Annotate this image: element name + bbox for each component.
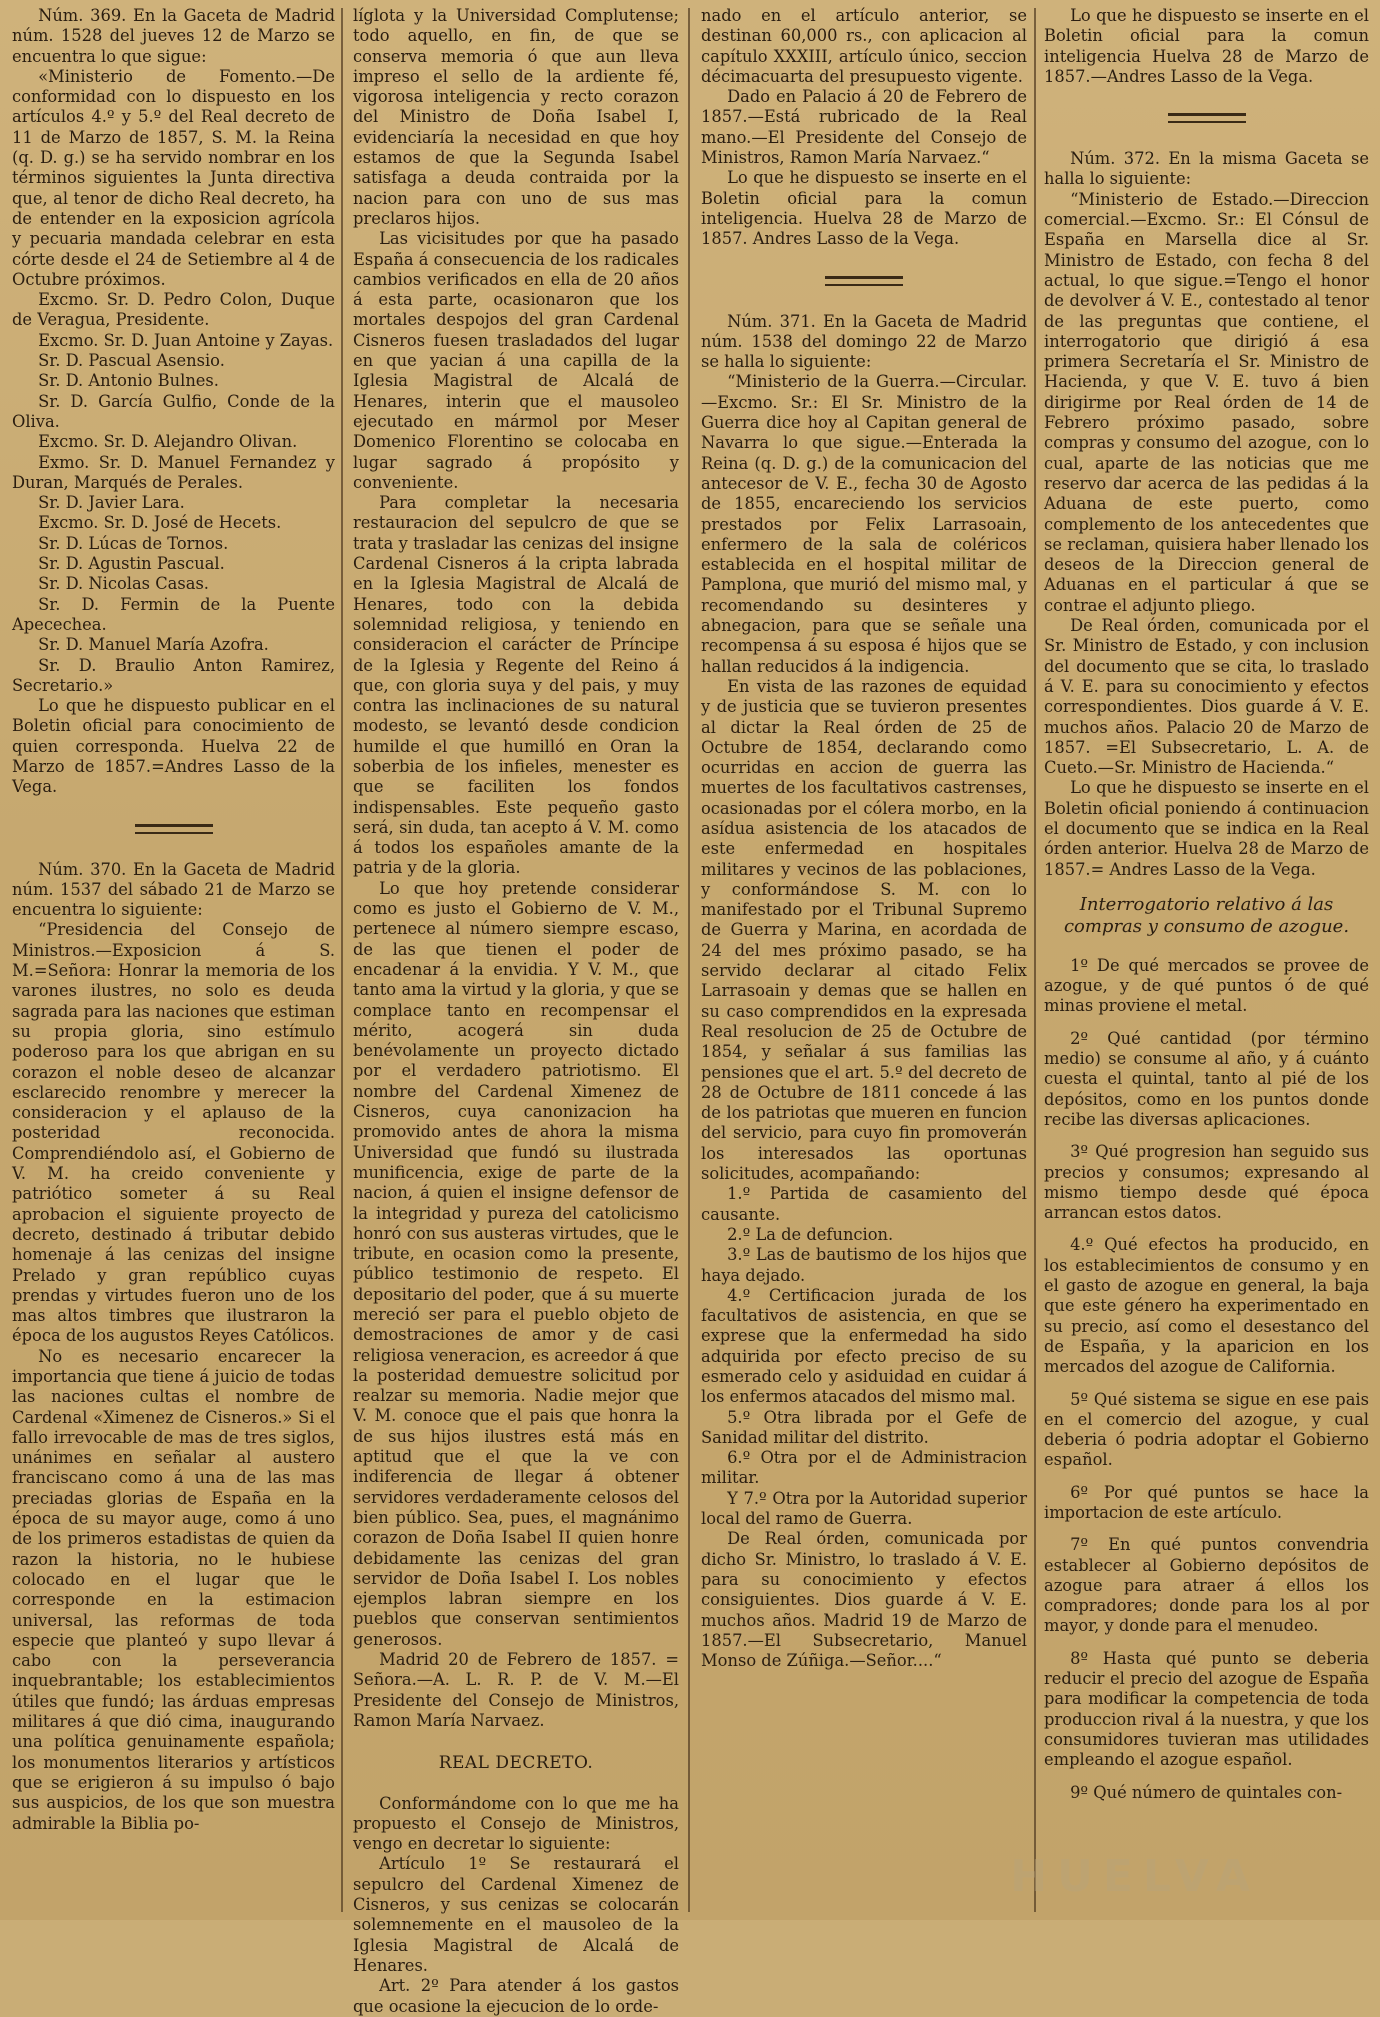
list-item: 3º Qué progresion han seguido sus precios y consumos; expresando al mismo tiempo desde qué época arrancan estos datos. [1044,1142,1369,1223]
paragraph: Núm. 372. En la misma Gaceta se halla lo siguiente: [1044,149,1369,189]
list-item: 7º En qué puntos convendria establecer al Gobierno depósitos de azogue para atraer á ellos los compradores; donde para los al por mayor, y donde para el menudeo. [1044,1535,1369,1636]
paragraph: «Ministerio de Fomento.—De conformidad con lo dispuesto en los artículos 4.º y 5.º del Real decreto de 11 de Marzo de 1857, S. M. la Reina (q. D. g.) se ha servido nombrar en los términos siguientes la Junta directiva que, al tenor de dicho Real decreto, ha de entender en la exposicion agrícola y pecuaria mandada celebrar en esta córte desde el 24 de Setiembre al 4 de Octubre próximos. [12,66,335,289]
paragraph: Lo que he dispuesto se inserte en el Boletin oficial para la comun inteligencia Huelva 28 de Marzo de 1857.—Andres Lasso de la Vega. [1044,6,1369,86]
paragraph: Excmo. Sr. D. Pedro Colon, Duque de Veragua, Presidente. [12,290,335,330]
paragraph: Exmo. Sr. D. Manuel Fernandez y Duran, Marqués de Perales. [12,452,335,492]
list-item: 1º De qué mercados se provee de azogue, y de qué puntos ó de qué minas proviene el metal. [1044,955,1369,1016]
paragraph: De Real órden, comunicada por el Sr. Ministro de Estado, y con inclusion del documento que se cita, lo traslado á V. E. para su conocimiento y efectos correspondientes. Dios guarde á V. E. muchos años. Palacio 20 de Marzo de 1857. =El Subsecretario, L. A. de Cueto.—Sr. Ministro de Hacienda.“ [1044,616,1369,778]
paragraph: Sr. D. Lúcas de Tornos. [38,533,229,553]
paragraph: Sr. D. Manuel María Azofra. [38,635,269,655]
paragraph: No es necesario encarecer la importancia que tiene á juicio de todas las naciones cultas el nombre de Cardenal «Ximenez de Cisneros.» Si el fallo irrevocable de mas de tres siglos, unánimes en señalar al austero franciscano como á una de las mas preciadas glorias de España en la época de su mayor auge, como á uno de los primeros estadistas de quien da razon la historia, no le hubiese colocado en el lugar que le corresponde en la estimacion universal, las reformas de toda especie que planteó y supo llevar á cabo con la perseverancia inquebrantable; los establecimientos útiles que fundó; las árduas empresas militares á que dió cima, inaugurando una política genuinamente española; los monumentos literarios y artísticos que se erigieron á su impulso ó bajo sus auspicios, de los que son muestra admirable la Biblia po- [12,1346,335,1833]
paragraph: Las vicisitudes por que ha pasado España á consecuencia de los radicales cambios verificados en ella de 20 años á esta parte, ocasionaron que los mortales despojos del gran Cardenal Cisneros fuesen trasladados del lugar en que yacian á una capilla de la Iglesia Magistral de Alcalá de Henares, interin que el mausoleo ejecutado en mármol por Meser Domenico Florentino se colocaba en lugar sagrado á propósito y conveniente. [353,229,679,492]
column-4 [1044,6,1369,1912]
paragraph: Sr. D. García Gulfio, Conde de la Oliva. [12,391,335,431]
archive-watermark: HUELVA [1010,1851,1260,1902]
paragraph: líglota y la Universidad Complutense; todo aquello, en fin, de que se conserva memoria ó que aun lleva impreso el sello de la ardiente fé, vigorosa inteligencia y recto corazon del Ministro de Doña Isabel I, evidenciaría la necesidad en que hoy estamos de que la Segunda Isabel satisfaga a deuda contraida por la nacion para con uno de sus mas preclaros hijos. [353,6,679,228]
paragraph: Sr. D. Agustin Pascual. [38,554,225,574]
paragraph: En vista de las razones de equidad y de justicia que se tuvieron presentes al dictar la Real órden de 25 de Octubre de 1854, declarando como ocurridas en accion de guerra las muertes de los facultativos castrenses, ocasionadas por el cólera morbo, en la asídua asistencia de los atacados de este enfermedad en hospitales militares y vecinos de las poblaciones, y conformándose S. M. con lo manifestado por el Tribunal Supremo de Guerra y Marina, en acordada de 24 del mes próximo pasado, se ha servido declarar al citado Felix Larrasoain y demas que se hallen en su caso comprendidos en la expresada Real resolucion de 25 de Octubre de 1854, y señalar á sus familias las pensiones que el art. 5.º del decreto de 28 de Octubre de 1811 concede á las de los patriotas que mueren en funcion del servicio, para cuyo fin promoverán los interesados las oportunas solicitudes, acompañando: [701,676,1027,1184]
paragraph: Lo que he dispuesto publicar en el Boletin oficial para conocimiento de quien corresponda. Huelva 22 de Marzo de 1857.=Andres Lasso de la Vega. [12,696,335,797]
paragraph: Dado en Palacio á 20 de Febrero de 1857.—Está rubricado de la Real mano.—El Presidente del Consejo de Ministros, Ramon María Narvaez.“ [701,87,1027,168]
paragraph: Sr. D. Nicolas Casas. [38,574,209,594]
paragraph: 6.º Otra por el de Administracion militar. [701,1448,1027,1488]
paragraph: Sr. D. Javier Lara. [38,493,185,513]
paragraph: 4.º Certificacion jurada de los facultativos de asistencia, en que se exprese que la enfermedad ha sido adquirida por efecto preciso de su esmerado celo y asiduidad en cuidar á los enfermos atacados del mismo mal. [701,1285,1027,1407]
paragraph: Art. 2º Para atender á los gastos que ocasione la ejecucion de lo orde- [353,1976,679,2016]
list-item: 8º Hasta qué punto se deberia reducir el precio del azogue de España para modificar la competencia de toda produccion rival á la nuestra, y que los consumidores tuvieran mas utilidades empleando el azogue español. [1044,1648,1369,1770]
paragraph: Lo que he dispuesto se inserte en el Boletin oficial para la comun inteligencia. Huelva 28 de Marzo de 1857. Andres Lasso de la Vega. [701,168,1027,249]
paragraph: Artículo 1º Se restaurará el sepulcro del Cardenal Ximenez de Cisneros, y sus cenizas se colocarán solemnemente en el mausoleo de la Iglesia Magistral de Alcalá de Henares. [353,1854,679,1975]
list-item: 2º Qué cantidad (por término medio) se consume al año, y á cuánto cuesta el quintal, tanto al pié de los depósitos, como en los puntos donde recibe las diversas aplicaciones. [1044,1028,1369,1129]
paragraph: De Real órden, comunicada por dicho Sr. Ministro, lo traslado á V. E. para su conocimiento y efectos consiguientes. Dios guarde á V. E. muchos años. Madrid 19 de Marzo de 1857.—El Subsecretario, Manuel Monso de Zúñiga.—Señor....“ [701,1529,1027,1671]
column-rule [688,8,690,1912]
paragraph: Lo que hoy pretende considerar como es justo el Gobierno de V. M., pertenece al número siempre escaso, de las que tienen el poder de encadenar á la envidia. Y V. M., que tanto ama la virtud y la gloria, y que se complace tanto en recompensar el mérito, acogerá sin duda benévolamente un proyecto dictado por el verdadero patriotismo. El nombre del Cardenal Ximenez de Cisneros, cuya canonizacion ha promovido antes de ahora la misma Universidad que fundó su ilustrada munificencia, exige de parte de la nacion, á quien el insigne defensor de la integridad y pureza del catolicismo honró con sus austeras virtudes, que le tribute, en ocasion como la presente, público testimonio de respeto. El depositario del poder, que á su muerte mereció ser para el pueblo objeto de demostraciones de amor y de casi religiosa veneracion, es acreedor á que la posteridad demuestre solicitud por realzar su memoria. Nadie mejor que V. M. conoce que el pais que honra la de sus hijos ilustres está más en aptitud que el que la ve con indiferencia de llegar á obtener servidores verdaderamente celosos del bien público. Sea, pues, el magnánimo corazon de Doña Isabel II quien honre debidamente las cenizas del gran servidor de Doña Isabel I. Los nobles ejemplos labran siempre en los pueblos que conservan sentimientos generosos. [353,878,679,1649]
list-item: 5º Qué sistema se sigue en ese pais en el comercio del azogue, y cual deberia ó podria adoptar el Gobierno español. [1044,1389,1369,1470]
paragraph: Madrid 20 de Febrero de 1857. = Señora.—A. L. R. P. de V. M.—El Presidente del Consejo de Ministros, Ramon María Narvaez. [353,1650,679,1730]
paragraph: Núm. 369. En la Gaceta de Madrid núm. 1528 del jueves 12 de Marzo se encuentra lo que sigue: [12,6,335,66]
section-divider [825,276,903,286]
section-divider [135,824,213,834]
paragraph: Excmo. Sr. D. Alejandro Olivan. [38,432,298,452]
paragraph: Excmo. Sr. D. Juan Antoine y Zayas. [38,330,334,350]
column-1 [12,6,335,1912]
paragraph: Sr. D. Pascual Asensio. [38,351,225,371]
paragraph: 1.º Partida de casamiento del causante. [701,1184,1027,1224]
paragraph: 2.º La de defuncion. [727,1224,894,1244]
list-item: 6º Por qué puntos se hace la importacion de este artículo. [1044,1482,1369,1522]
paragraph: “Ministerio de la Guerra.—Circular.—Excmo. Sr.: El Sr. Ministro de la Guerra dice hoy al Capitan general de Navarra lo que sigue.—Enterada la Reina (q. D. g.) de la comunicacion del antecesor de V. E., fecha 30 de Agosto de 1855, encareciendo los servicios prestados por Felix Larrasoain, enfermero de la sala de coléricos establecida en el hospital militar de Pamplona, que murió del mismo mal, y recomendando su desinteres y abnegacion, para que se señale una recompensa á su esposa é hijos que se hallan reducidos á la indigencia. [701,372,1027,676]
section-heading: REAL DECRETO. [438,1753,594,1774]
paragraph: “Presidencia del Consejo de Ministros.—Exposicion á S. M.=Señora: Honrar la memoria de los varones ilustres, no solo es deuda sagrada para las naciones que estiman su propia gloria, sino estímulo poderoso para los que abrigan en su corazon el noble deseo de alcanzar esclarecido renombre y merecer la consideracion y el aplauso de la posteridad reconocida. Comprendiéndolo así, el Gobierno de V. M. ha creido conveniente y patriótico someter á su Real aprobacion el siguiente proyecto de decreto, destinado á tributar debido homenaje á las cenizas del insigne Prelado y gran repúblico cuyas prendas y virtudes fueron uno de los mas altos timbres que ilustraron la época de los augustos Reyes Católicos. [12,920,335,1346]
paragraph: Núm. 371. En la Gaceta de Madrid núm. 1538 del domingo 22 de Marzo se halla lo siguiente: [701,311,1027,372]
paragraph: Sr. D. Braulio Anton Ramirez, Secretario.» [12,655,335,695]
paragraph: nado en el artículo anterior, se destinan 60,000 rs., con aplicacion al capítulo XXXIII, artículo único, seccion décimacuarta del presupuesto vigente. [701,6,1027,86]
column-rule [341,8,343,1912]
paragraph: “Ministerio de Estado.—Direccion comercial.—Excmo. Sr.: El Cónsul de España en Marsella dice al Sr. Ministro de Estado, con fecha 8 del actual, lo que sigue.=Tengo el honor de devolver á V. E., contestado al tenor de las preguntas que contiene, el interrogatorio que dirigió á esa primera Secretaría el Sr. Ministro de Hacienda, y que V. E. tuvo á bien dirigirme por Real órden de 14 de Febrero próximo pasado, sobre compras y consumo del azogue, con lo cual, aparte de las noticias que me reservo dar acerca de las pedidas á la Aduana de este puerto, como complemento de los antecedentes que se reclaman, quisiera haber llenado los deseos de la Direccion general de Aduanas en el particular á que se contrae el adjunto pliego. [1044,189,1369,615]
paragraph: Sr. D. Antonio Bulnes. [38,371,219,391]
column-2 [353,6,679,2016]
list-item: 9º Qué número de quintales con- [1070,1782,1343,1802]
paragraph: Excmo. Sr. D. José de Hecets. [38,513,282,533]
paragraph: 5.º Otra librada por el Gefe de Sanidad militar del distrito. [701,1407,1027,1447]
paragraph: Conformándome con lo que me ha propuesto el Consejo de Ministros, vengo en decretar lo siguiente: [353,1793,679,1854]
list-item: 4.º Qué efectos ha producido, en los establecimientos de consumo y en el gasto de azogue en general, la baja que este género ha experimentado en su precio, así como el desestanco del de España, y la aparicion en los mercados del azogue de California. [1044,1235,1369,1377]
column-rule [1034,8,1036,1912]
paragraph: Y 7.º Otra por la Autoridad superior local del ramo de Guerra. [701,1488,1027,1529]
section-divider [1168,113,1246,123]
column-3 [701,6,1027,1912]
section-heading: Interrogatorio relativo á las compras y consumo de azogue. [1063,893,1350,937]
paragraph: Lo que he dispuesto se inserte en el Boletin oficial poniendo á continuacion el documento que se indica en la Real órden anterior. Huelva 28 de Marzo de 1857.= Andres Lasso de la Vega. [1044,778,1369,879]
paragraph: Sr. D. Fermin de la Puente Apecechea. [12,594,335,634]
paragraph: Núm. 370. En la Gaceta de Madrid núm. 1537 del sábado 21 de Marzo se encuentra lo siguiente: [12,859,335,920]
paragraph: 3.º Las de bautismo de los hijos que haya dejado. [701,1245,1027,1285]
paragraph: Para completar la necesaria restauracion del sepulcro de que se trata y trasladar las cenizas del insigne Cardenal Cisneros á la cripta labrada en la Iglesia Magistral de Alcalá de Henares, todo con la debida solemnidad religiosa, y teniendo en consideracion el carácter de Príncipe de la Iglesia y Regente del Reino á que, con gloria suya y del pais, y muy contra las inclinaciones de su natural modesto, se levantó desde condicion humilde el que humilló en Oran la soberbia de los infieles, menester es que se faciliten los fondos indispensables. Este pequeño gasto será, sin duda, tan acepto á V. M. como á todos los españoles amante de la patria y de la gloria. [353,493,679,878]
